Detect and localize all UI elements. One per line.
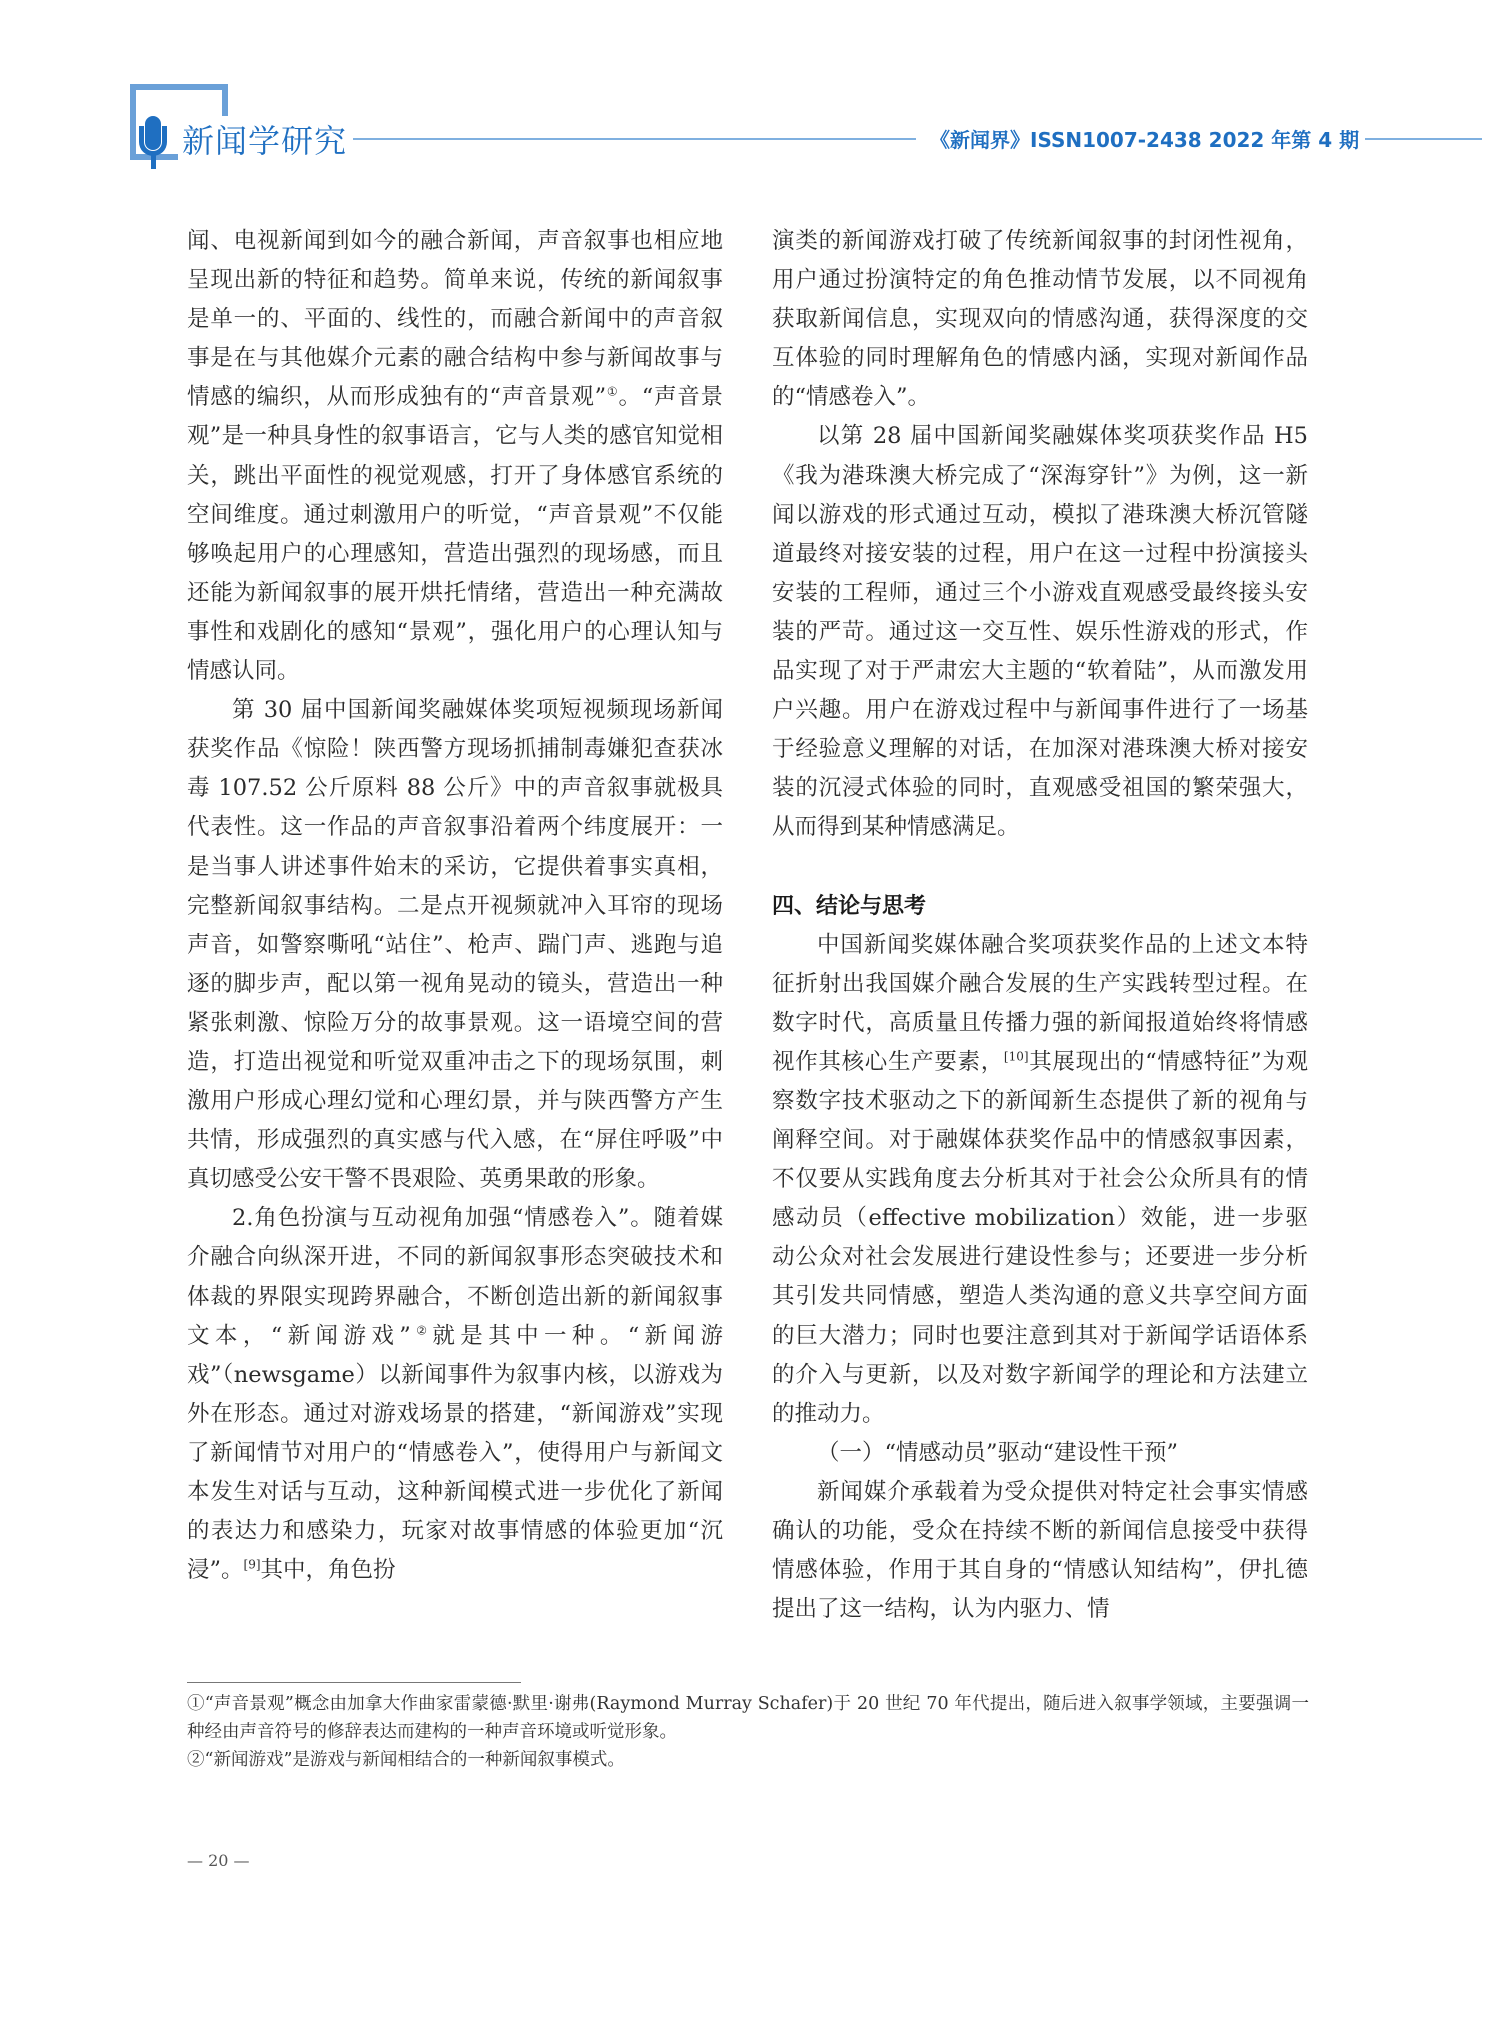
footnotes [187, 1690, 1309, 1774]
citation-ref: [10] [1003, 1049, 1029, 1064]
page-number: — 20 — [187, 1851, 250, 1870]
right-column [772, 222, 1308, 1629]
paragraph-text: 中国新闻奖媒体融合奖项获奖作品的上述文本特征折射出我国媒介融合发展的生产实践转型过程。在数字时代，高质量且传播力强的新闻报道始终将情感视作其核心生产要素， [772, 931, 1308, 1075]
footnote-1: ①“声音景观”概念由加拿大作曲家雷蒙德·默里·谢弗(Raymond Murray Schafer)于 20 世纪 70 年代提出，随后进入叙事学领域，主要强调一种经由声音符号的修辞表达而建构的一种声音环境或听觉形象。 [187, 1694, 1309, 1742]
paragraph-text: 就是其中一种。“新闻游戏”（newsgame）以新闻事件为叙事内核，以游戏为外在形态。通过对游戏场景的搭建，“新闻游戏”实现了新闻情节对用户的“情感卷入”，使得用户与新闻文本发生对话与互动，这种新闻模式进一步优化了新闻的表达力和感染力，玩家对故事情感的体验更加“沉浸”。 [187, 1322, 723, 1584]
citation-ref: [9] [243, 1557, 261, 1572]
left-column [187, 222, 723, 1590]
footnote-divider [187, 1682, 521, 1683]
header-rule-left [330, 138, 916, 140]
paragraph: 第 30 届中国新闻奖融媒体奖项短视频现场新闻获奖作品《惊险！陕西警方现场抓捕制毒嫌犯查获冰毒 107.52 公斤原料 88 公斤》中的声音叙事就极具代表性。这一作品的声音叙事沿着两个纬度展开：一是当事人讲述事件始末的采访，它提供着事实真相，完整新闻叙事结构。二是点开视频就冲入耳帘的现场声音，如警察嘶吼“站住”、枪声、踹门声、逃跑与追逐的脚步声，配以第一视角晃动的镜头，营造出一种紧张刺激、惊险万分的故事景观。这一语境空间的营造，打造出视觉和听觉双重冲击之下的现场氛围，刺激用户形成心理幻觉和心理幻景，并与陕西警方产生共情，形成强烈的真实感与代入感，在“屏住呼吸”中真切感受公安干警不畏艰险、英勇果敢的形象。 [187, 697, 723, 1193]
paragraph: 新闻媒介承载着为受众提供对特定社会事实情感确认的功能，受众在持续不断的新闻信息接受中获得情感体验，作用于其自身的“情感认知结构”，伊扎德提出了这一结构，认为内驱力、情 [772, 1478, 1308, 1623]
journal-issue-label: 《新闻界》ISSN1007-2438 2022 年第 4 期 [924, 124, 1365, 153]
paragraph-text: 2.角色扮演与互动视角加强“情感卷入”。随着媒介融合向纵深开进，不同的新闻叙事形态突破技术和体裁的界限实现跨界融合，不断创造出新的新闻叙事文本，“新闻游戏” [187, 1205, 723, 1349]
footnote-ref: ② [410, 1323, 433, 1338]
section-heading: 四、结论与思考 [772, 893, 927, 919]
paragraph-text: 其中，角色扮 [260, 1557, 396, 1584]
paragraph: 演类的新闻游戏打破了传统新闻叙事的封闭性视角，用户通过扮演特定的角色推动情节发展，以不同视角获取新闻信息，实现双向的情感沟通，获得深度的交互体验的同时理解角色的情感内涵，实现对新闻作品的“情感卷入”。 [772, 228, 1308, 411]
microphone-stand-icon [139, 126, 167, 156]
footnote-2: ②“新闻游戏”是游戏与新闻相结合的一种新闻叙事模式。 [187, 1750, 625, 1770]
paragraph-text: 闻、电视新闻到如今的融合新闻，声音叙事也相应地呈现出新的特征和趋势。简单来说，传统的新闻叙事是单一的、平面的、线性的，而融合新闻中的声音叙事是在与其他媒介元素的融合结构中参与新闻故事与情感的编织，从而形成独有的“声音景观” [187, 228, 723, 411]
paragraph [187, 1199, 723, 1590]
section-brand-title: 新闻学研究 [178, 116, 353, 162]
paragraph [772, 926, 1308, 1434]
paragraph: 以第 28 届中国新闻奖融媒体奖项获奖作品 H5《我为港珠澳大桥完成了“深海穿针”》为例，这一新闻以游戏的形式通过互动，模拟了港珠澳大桥沉管隧道最终对接安装的过程，用户在这一过程中扮演接头安装的工程师，通过三个小游戏直观感受最终接头安装的严苛。通过这一交互性、娱乐性游戏的形式，作品实现了对于严肃宏大主题的“软着陆”，从而激发用户兴趣。用户在游戏过程中与新闻事件进行了一场基于经验意义理解的对话，在加深对港珠澳大桥对接安装的沉浸式体验的同时，直观感受祖国的繁荣强大，从而得到某种情感满足。 [772, 423, 1308, 841]
paragraph [187, 222, 723, 691]
footnote-ref: ① [606, 384, 619, 399]
subsection-heading: （一）“情感动员”驱动“建设性干预” [817, 1439, 1179, 1466]
microphone-stem-icon [151, 155, 156, 169]
paragraph-text: 其展现出的“情感特征”为观察数字技术驱动之下的新闻新生态提供了新的视角与阐释空间。对于融媒体获奖作品中的情感叙事因素，不仅要从实践角度去分析其对于社会公众所具有的情感动员（effective mobilization）效能，进一步驱动公众对社会发展进行建设性参与；还要进一步分析其引发共同情感，塑造人类沟通的意义共享空间方面的巨大潜力；同时也要注意到其对于新闻学话语体系的介入与更新，以及对数字新闻学的理论和方法建立的推动力。 [772, 1048, 1308, 1427]
paragraph-text: 。“声音景观”是一种具身性的叙事语言，它与人类的感官知觉相关，跳出平面性的视觉观感，打开了身体感官系统的空间维度。通过刺激用户的听觉，“声音景观”不仅能够唤起用户的心理感知，营造出强烈的现场感，而且还能为新闻叙事的展开烘托情绪，营造出一种充满故事性和戏剧化的感知“景观”，强化用户的心理认知与情感认同。 [187, 384, 723, 685]
